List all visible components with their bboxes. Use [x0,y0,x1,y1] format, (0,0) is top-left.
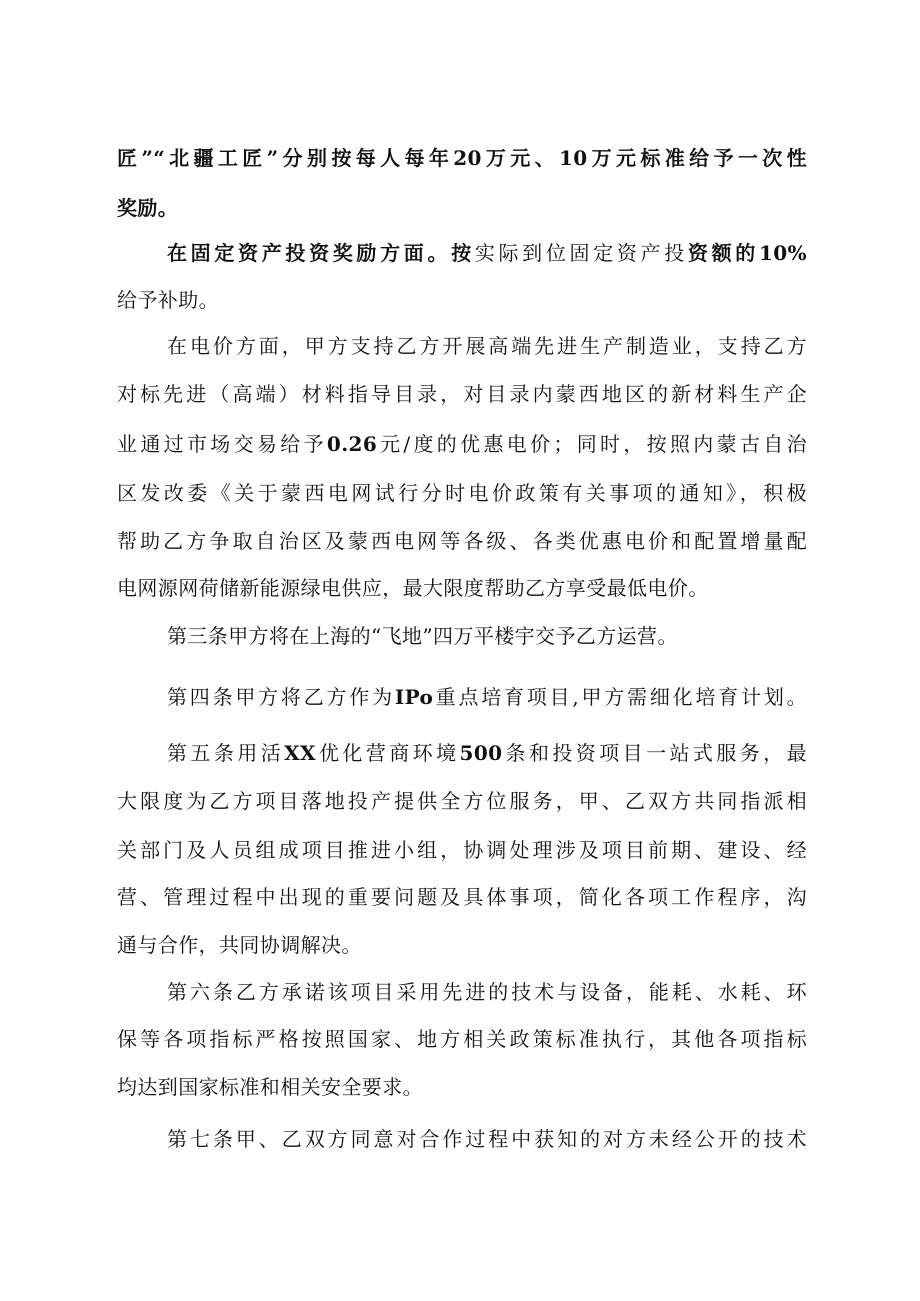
paragraph-line: 第七条甲、乙双方同意对合作过程中获知的对方未经公开的技术 [167,1127,807,1151]
paragraph-line: 保等各项指标严格按照国家、地方相关政策标准执行，其他各项指标 [117,1027,807,1051]
normal-text: 第四条甲方将乙方作为 [167,685,395,709]
paragraph-line: 奖励。 [117,196,179,220]
paragraph-line: 在电价方面，甲方支持乙方开展高端先进生产制造业，支持乙方 [167,334,807,358]
paragraph-line: 对标先进（高端）材料指导目录，对目录内蒙西地区的新材料生产企 [117,382,807,406]
bold-text: IPo [394,685,434,709]
bold-text: 在固定资产投资奖励方面。按 [167,241,475,265]
paragraph-line: 区发改委《关于蒙西电网试行分时电价政策有关事项的通知》，积极 [117,481,807,505]
paragraph-line: 第三条甲方将在上海的“飞地”四万平楼宇交予乙方运营。 [167,624,678,648]
paragraph-line [167,739,807,767]
paragraph-line: 帮助乙方争取自治区及蒙西电网等各级、各类优惠电价和配置增量配 [117,529,807,553]
normal-text: 条和投资项目一站式服务，最 [502,741,808,765]
normal-text: 优化营商环境 [315,741,460,765]
paragraph-line: 均达到国家标准和相关安全要求。 [117,1075,423,1099]
bold-text: XX [284,741,316,765]
paragraph-line: 第六条乙方承诺该项目采用先进的技术与设备，能耗、水耗、环 [167,980,807,1004]
paragraph-line: 通与合作，共同协调解决。 [117,933,362,957]
bold-text: 0.26 [326,432,378,456]
normal-text: 元/度的优惠电价；同时，按照内蒙古自治 [377,432,807,456]
bold-text: 资额的10% [687,241,807,265]
paragraph-line [117,430,807,458]
paragraph-line: 匠”“北疆工匠”分别按每人每年20万元、10万元标准给予一次性 [117,146,807,170]
paragraph-line [167,239,807,267]
normal-text: 实际到位固定资产投 [474,241,688,265]
normal-text: 业通过市场交易给予 [117,432,327,456]
normal-text: 第五条用活 [167,741,285,765]
paragraph-line: 关部门及人员组成项目推进小组，协调处理涉及项目前期、建设、经 [117,838,807,862]
paragraph-line: 电网源网荷储新能源绿电供应，最大限度帮助乙方享受最低电价。 [117,576,709,600]
paragraph-line: 给予补助。 [117,288,219,312]
bold-text: 500 [459,741,503,765]
paragraph-line: 大限度为乙方项目落地投产提供全方位服务，甲、乙双方共同指派相 [117,789,807,813]
paragraph-line [167,683,807,711]
normal-text: 重点培育项目,甲方需细化培育计划。 [433,685,808,709]
paragraph-line: 营、管理过程中出现的重要问题及具体事项，简化各项工作程序，沟 [117,885,807,909]
